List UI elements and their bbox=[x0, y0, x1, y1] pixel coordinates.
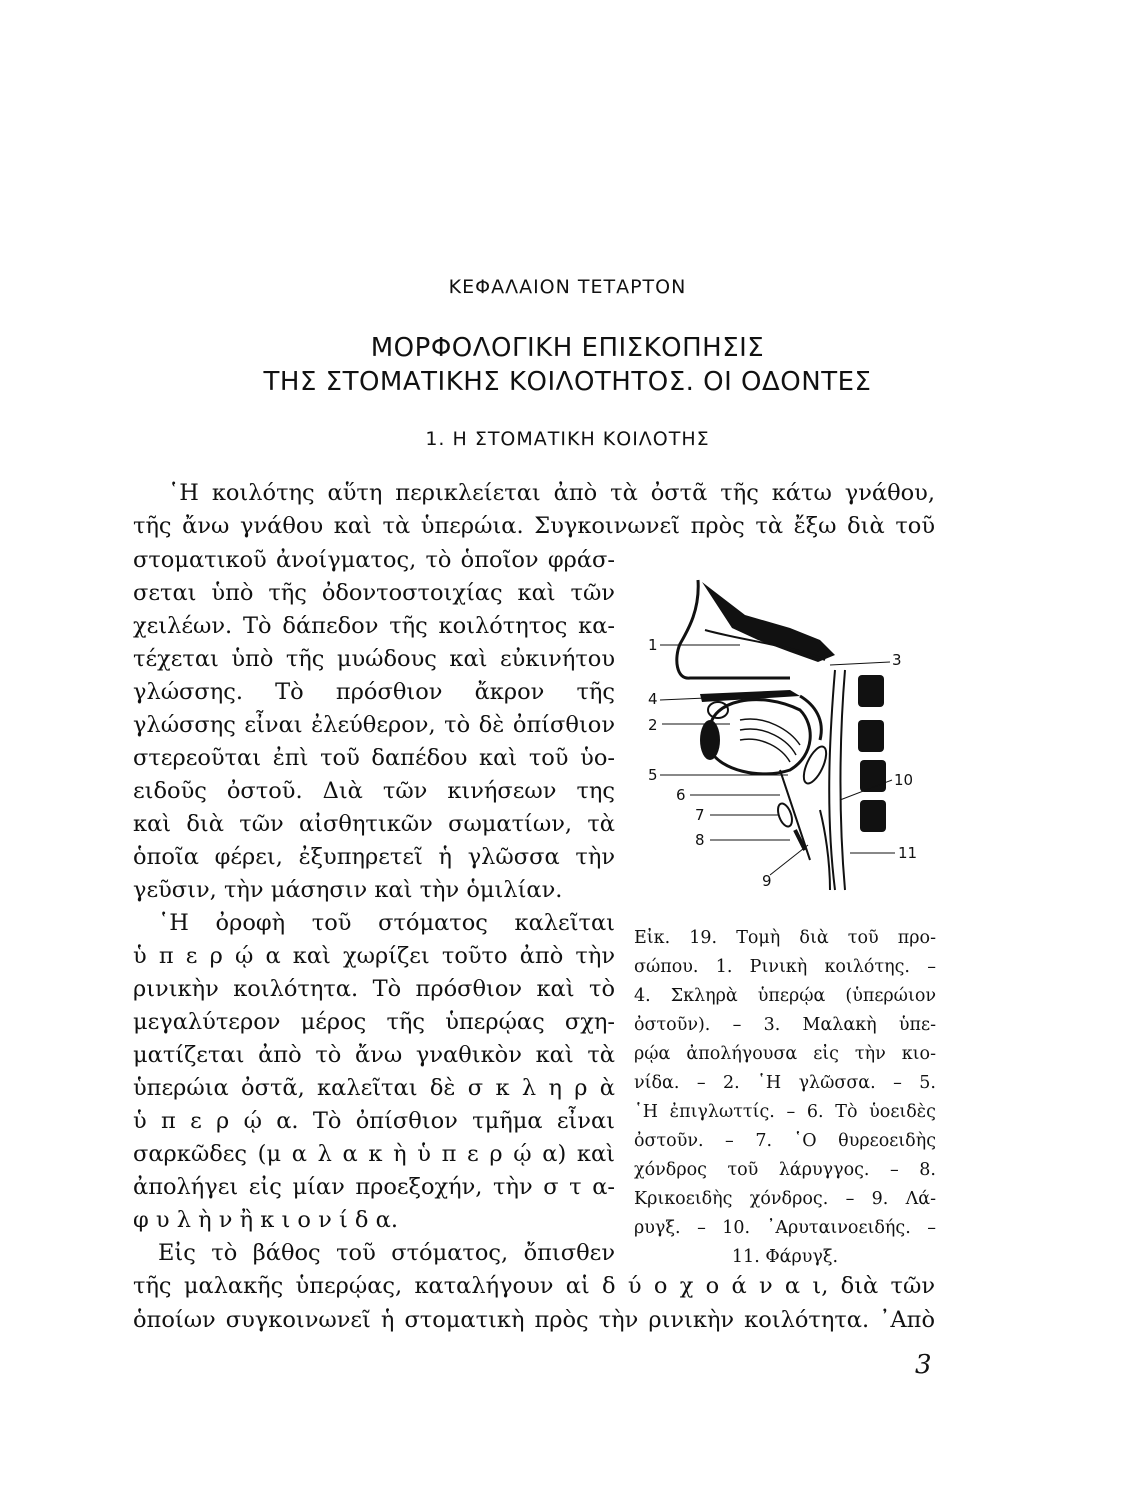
vertebra bbox=[858, 675, 884, 707]
figure-label: 5 bbox=[648, 766, 658, 784]
figure-caption-line: ῾Η ἐπιγλωττίς. – 6. Τὸ ὑοειδὲς bbox=[634, 1102, 936, 1122]
vertebra bbox=[860, 800, 886, 832]
body-line: Εἰς τὸ βάθος τοῦ στόματος, ὄπισθεν bbox=[158, 1240, 615, 1266]
figure-label: 2 bbox=[648, 716, 658, 734]
body-line: γλώσσης. Τὸ πρόσθιον ἄκρον τῆς bbox=[133, 679, 615, 705]
chapter-title-line-2: ΤΗΣ ΣΤΟΜΑΤΙΚΗΣ ΚΟΙΛΟΤΗΤΟΣ. ΟΙ ΟΔΟΝΤΕΣ bbox=[263, 367, 872, 397]
body-line: μεγαλύτερον μέρος τῆς ὑπερῴας σχη- bbox=[133, 1009, 615, 1035]
body-line: στερεοῦται ἐπὶ τοῦ δαπέδου καὶ τοῦ ὑο- bbox=[133, 745, 615, 771]
figure-caption-line: ὀστοῦν. – 7. ῾Ο θυρεοειδὴς bbox=[634, 1131, 936, 1151]
figure-caption-line: νίδα. – 2. ῾Η γλῶσσα. – 5. bbox=[634, 1073, 936, 1093]
figure-caption-line: ὀστοῦν). – 3. Μαλακὴ ὑπε- bbox=[634, 1015, 936, 1035]
body-line: γλώσσης εἶναι ἐλεύθερον, τὸ δὲ ὀπίσθιον bbox=[133, 712, 615, 738]
tongue-shape bbox=[710, 700, 810, 774]
body-line: φ υ λ ὴ ν ἢ κ ι ο ν ί δ α. bbox=[133, 1207, 398, 1233]
body-line: χειλέων. Τὸ δάπεδον τῆς κοιλότητος κα- bbox=[133, 613, 615, 639]
body-line: ῾Η ὀροφὴ τοῦ στόματος καλεῖται bbox=[158, 910, 615, 936]
body-line: ὑ π ε ρ ῴ α καὶ χωρίζει τοῦτο ἀπὸ τὴν bbox=[133, 943, 615, 969]
body-line: καὶ διὰ τῶν αἰσθητικῶν σωματίων, τὰ bbox=[133, 811, 615, 837]
body-line: στοματικοῦ ἀνοίγματος, τὸ ὁποῖον φράσ- bbox=[133, 547, 615, 573]
body-line: ματίζεται ἀπὸ τὸ ἄνω γναθικὸν καὶ τὰ bbox=[133, 1042, 615, 1068]
figure-label: 10 bbox=[894, 771, 914, 789]
body-line: ὁποῖα φέρει, ἐξυπηρετεῖ ἡ γλῶσσα τὴν bbox=[133, 844, 615, 870]
chapter-title-line-1: ΜΟΡΦΟΛΟΓΙΚΗ ΕΠΙΣΚΟΠΗΣΙΣ bbox=[370, 333, 765, 363]
figure-label: 11 bbox=[898, 844, 918, 862]
nasal-bone-shape bbox=[702, 582, 835, 662]
figure-label: 3 bbox=[892, 651, 902, 669]
figure-label: 7 bbox=[695, 806, 705, 824]
body-line: ἀπολήγει εἰς μίαν προεξοχήν, τὴν σ τ α- bbox=[133, 1174, 615, 1200]
figure-caption-line: σώπου. 1. Ρινικὴ κοιλότης. – bbox=[634, 957, 936, 977]
body-line: ὑ π ε ρ ῴ α. Τὸ ὀπίσθιον τμῆμα εἶναι bbox=[133, 1108, 615, 1134]
figure-caption-line: Εἰκ. 19. Τομὴ διὰ τοῦ προ- bbox=[634, 928, 936, 948]
body-line: ειδοῦς ὀστοῦ. Διὰ τῶν κινήσεων της bbox=[133, 778, 615, 804]
body-line: ρινικὴν κοιλότητα. Τὸ πρόσθιον καὶ τὸ bbox=[133, 976, 615, 1002]
body-line: ῾Η κοιλότης αὕτη περικλείεται ἀπὸ τὰ ὀστᾶ τῆς κάτω γνάθου, bbox=[168, 480, 935, 506]
figure-caption-line: 4. Σκληρὰ ὑπερῴα (ὑπερώιον bbox=[634, 986, 936, 1006]
figure-caption-line: 11. Φάρυγξ. bbox=[731, 1247, 839, 1267]
body-line: γεῦσιν, τὴν μάσησιν καὶ τὴν ὁμιλίαν. bbox=[133, 877, 563, 903]
figure-label: 8 bbox=[695, 831, 705, 849]
figure-caption-line: Κρικοειδὴς χόνδρος. – 9. Λά- bbox=[634, 1189, 936, 1209]
body-line: σεται ὑπὸ τῆς ὀδοντοστοιχίας καὶ τῶν bbox=[133, 580, 615, 606]
chapter-heading: ΚΕΦΑΛΑΙΟΝ ΤΕΤΑΡΤΟΝ bbox=[448, 276, 687, 298]
anatomy-figure bbox=[640, 570, 930, 900]
body-line: ὁποίων συγκοινωνεῖ ἡ στοματικὴ πρὸς τὴν ρινικὴν κοιλότητα. ᾿Απὸ bbox=[133, 1307, 935, 1333]
figure-label: 9 bbox=[762, 872, 772, 890]
body-line: σαρκῶδες (μ α λ α κ ὴ ὑ π ε ρ ῴ α) καὶ bbox=[133, 1141, 615, 1167]
body-line: τῆς ἄνω γνάθου καὶ τὰ ὑπερώια. Συγκοινωνεῖ πρὸς τὰ ἔξω διὰ τοῦ bbox=[133, 513, 935, 539]
figure-label: 1 bbox=[648, 636, 658, 654]
figure-label: 4 bbox=[648, 690, 658, 708]
body-line: ὑπερώια ὀστᾶ, καλεῖται δὲ σ κ λ η ρ ὰ bbox=[133, 1075, 615, 1101]
page-number: 3 bbox=[915, 1350, 932, 1380]
lower-lip-shape bbox=[700, 720, 720, 760]
pharynx-wall bbox=[829, 670, 835, 890]
figure-caption-line: ρῴα ἀπολήγουσα εἰς τὴν κιο- bbox=[634, 1044, 936, 1064]
figure-label: 6 bbox=[676, 786, 686, 804]
epiglottis-shape bbox=[799, 743, 830, 786]
body-line: τῆς μαλακῆς ὑπερῴας, καταλήγουν αἱ δ ύ ο χ ο ά ν α ι, διὰ τῶν bbox=[133, 1273, 935, 1299]
vertebra bbox=[858, 720, 884, 752]
figure-caption-line: ρυγξ. – 10. ᾿Αρυταινοειδής. – bbox=[634, 1218, 936, 1238]
figure-caption-line: χόνδρος τοῦ λάρυγγος. – 8. bbox=[634, 1160, 936, 1180]
pharynx-wall-2 bbox=[840, 670, 845, 890]
body-line: τέχεται ὑπὸ τῆς μυώδους καὶ εὐκινήτου bbox=[133, 646, 615, 672]
section-heading: 1. Η ΣΤΟΜΑΤΙΚΗ ΚΟΙΛΟΤΗΣ bbox=[425, 428, 710, 450]
